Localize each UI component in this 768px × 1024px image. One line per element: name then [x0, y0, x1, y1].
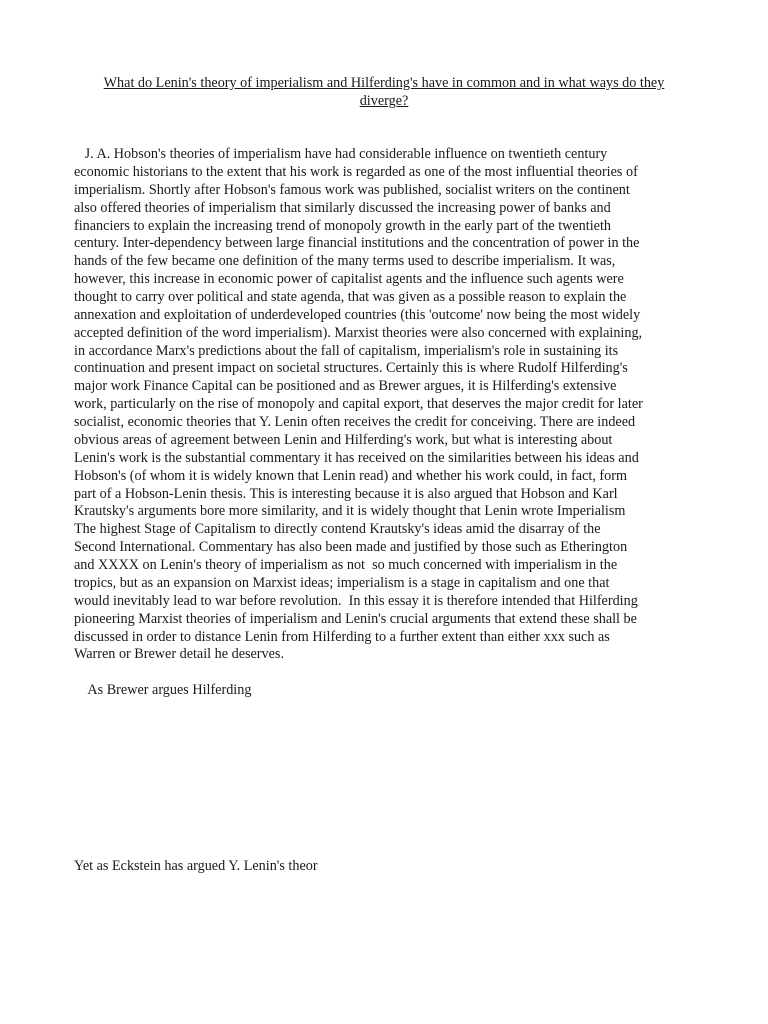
body-text-line: Warren or Brewer detail he deserves. — [74, 646, 284, 663]
body-text-line: obvious areas of agreement between Lenin and Hilferding's work, but what is interesting about — [74, 431, 613, 448]
paragraph-brewer-argues: As Brewer argues Hilferding — [74, 682, 252, 698]
body-text-line: Second International. Commentary has also been made and justified by those such as Etherington — [74, 539, 628, 556]
body-text-line: part of a Hobson-Lenin thesis. This is interesting because it is also argued that Hobson and Karl — [74, 485, 618, 502]
body-text-line: accepted definition of the word imperialism). Marxist theories were also concerned with explaining, — [74, 324, 643, 341]
title-line: diverge? — [359, 93, 409, 109]
body-text-line: economic historians to the extent that his work is regarded as one of the most influential theories of — [74, 163, 638, 180]
paragraph-eckstein-argued: Yet as Eckstein has argued Y. Lenin's theor — [74, 858, 318, 874]
body-text-line: Hobson's (of whom it is widely known that Lenin read) and whether his work could, in fact, form — [74, 467, 627, 484]
title-line: What do Lenin's theory of imperialism and Hilferding's have in common and in what ways do they — [103, 75, 665, 91]
body-text-line: imperialism. Shortly after Hobson's famous work was published, socialist writers on the continent — [74, 181, 630, 198]
body-text-line: however, this increase in economic power of capitalist agents and the influence such agents were — [74, 271, 624, 288]
body-text-line: tropics, but as an expansion on Marxist ideas; imperialism is a stage in capitalism and one that — [74, 574, 610, 591]
body-text-line: J. A. Hobson's theories of imperialism have had considerable influence on twentieth century — [74, 146, 608, 162]
body-text-line: major work Finance Capital can be positioned and as Brewer argues, it is Hilferding's extensive — [74, 378, 617, 395]
body-text-line: century. Inter-dependency between large financial institutions and the concentration of power in the — [74, 235, 640, 252]
body-text-line: and XXXX on Lenin's theory of imperialism as not so much concerned with imperialism in the — [74, 557, 618, 573]
body-text-line: The highest Stage of Capitalism to directly contend Krautsky's ideas amid the disarray of the — [74, 521, 601, 538]
body-text-line: thought to carry over political and state agenda, that was given as a possible reason to explain the — [74, 289, 627, 305]
body-text-line: work, particularly on the rise of monopoly and capital export, that deserves the major credit for later — [74, 396, 643, 413]
body-text-line: in accordance Marx's predictions about the fall of capitalism, imperialism's role in sustaining its — [74, 342, 619, 359]
body-text-line: would inevitably lead to war before revolution. In this essay it is therefore intended that Hilferding — [74, 592, 638, 609]
body-text-line: annexation and exploitation of underdeveloped countries (this 'outcome' now being the most widely — [74, 306, 641, 323]
body-text-line: also offered theories of imperialism that similarly discussed the increasing power of banks and — [74, 199, 611, 216]
body-text-line: socialist, economic theories that Y. Lenin often receives the credit for conceiving. There are indeed — [74, 414, 636, 431]
body-text-line: discussed in order to distance Lenin from Hilferding to a further extent than either xxx such as — [74, 628, 610, 645]
body-text-line: hands of the few became one definition of the many terms used to describe imperialism. It was, — [74, 253, 616, 270]
body-text-line: pioneering Marxist theories of imperialism and Lenin's crucial arguments that extend these shall be — [74, 610, 637, 627]
body-text-line: Krautsky's arguments bore more similarity, and it is widely thought that Lenin wrote Imperialism — [74, 503, 626, 520]
body-text-line: financiers to explain the increasing trend of monopoly growth in the early part of the twentieth — [74, 217, 611, 234]
body-text-line: continuation and present impact on societal structures. Certainly this is where Rudolf Hilferding's — [74, 360, 628, 377]
body-text-line: Lenin's work is the substantial commentary it has received on the similarities between his ideas and — [74, 449, 639, 466]
